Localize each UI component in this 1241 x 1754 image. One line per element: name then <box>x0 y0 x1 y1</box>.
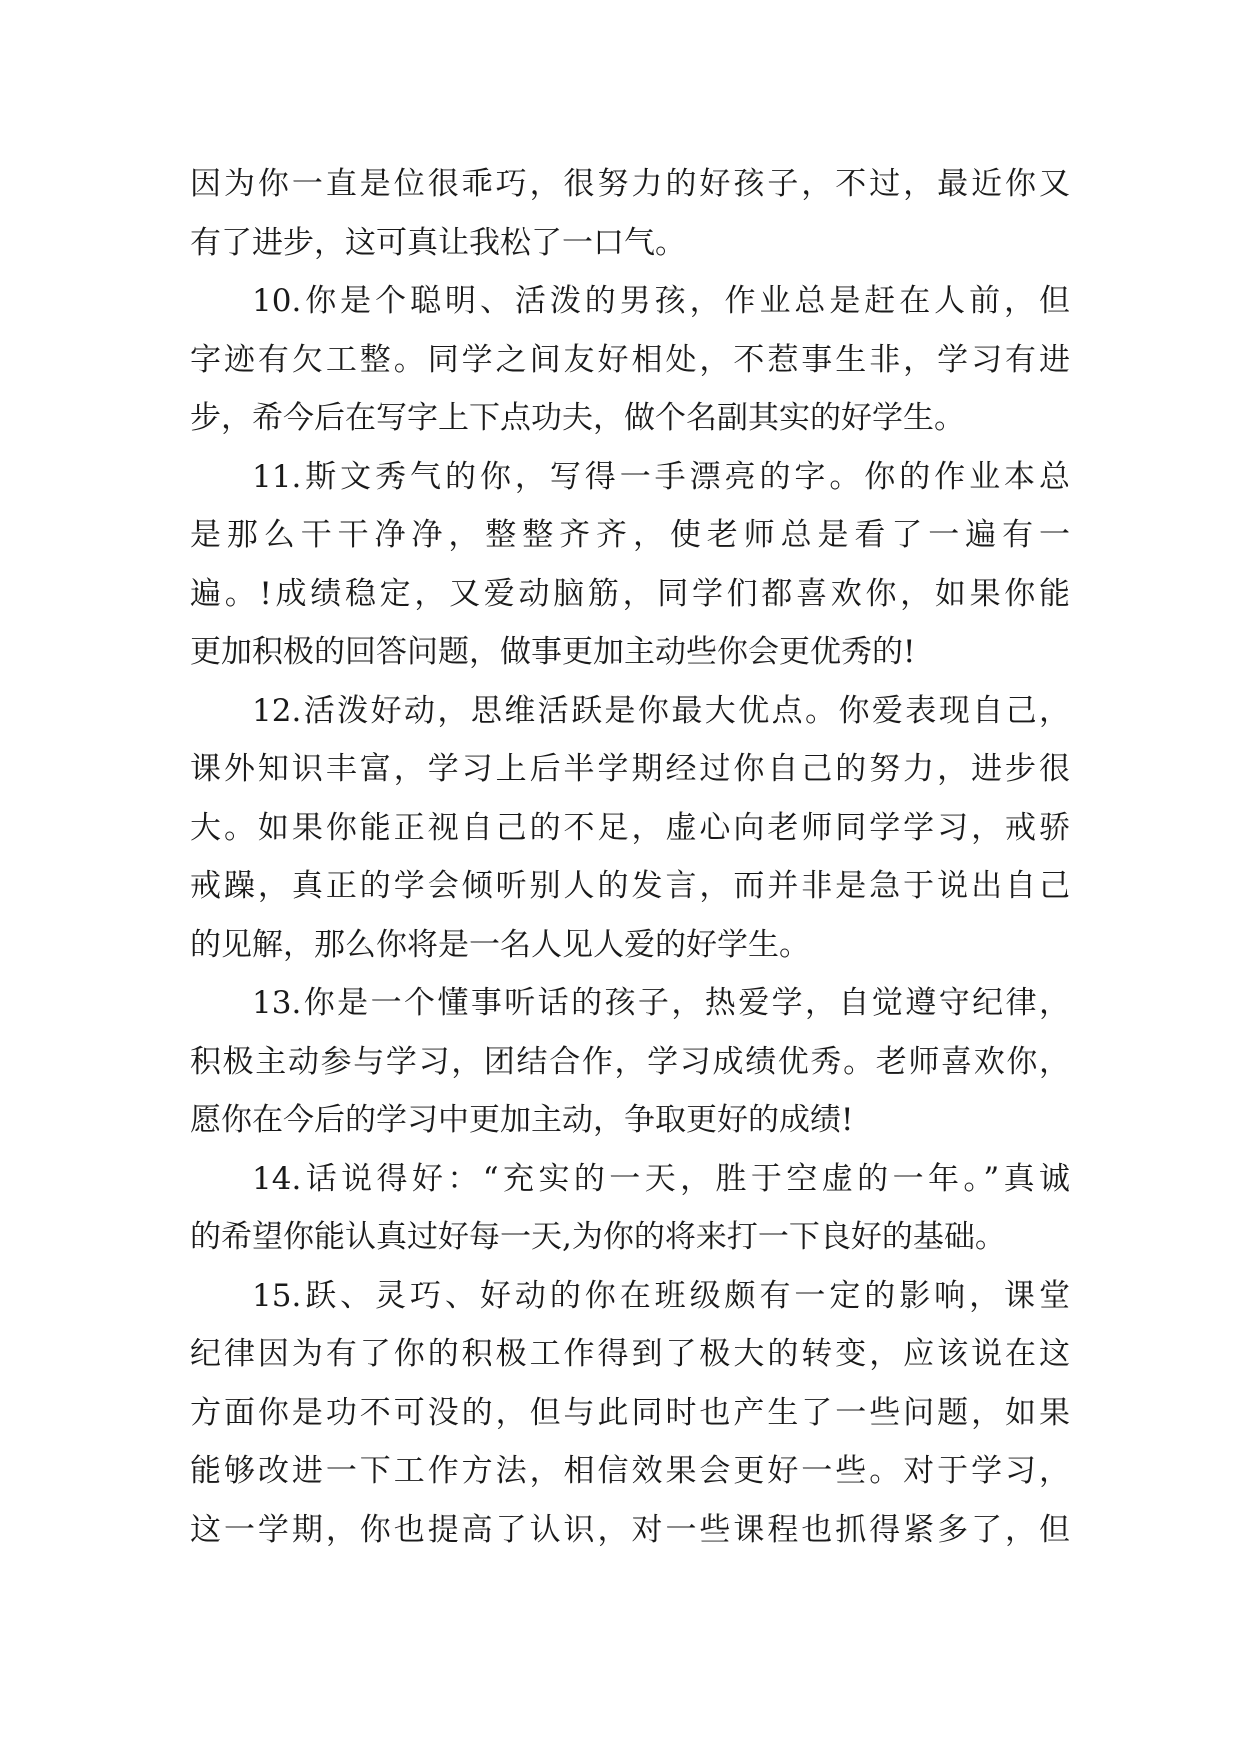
text-line: 愿你在今后的学习中更加主动，争取更好的成绩! <box>190 1102 854 1138</box>
text-line: 的见解，那么你将是一名人见人爱的好学生。 <box>190 926 810 963</box>
text-line: 11.斯文秀气的你，写得一手漂亮的字。你的作业本总 <box>252 458 1070 495</box>
text-line: 是那么干干净净，整整齐齐，使老师总是看了一遍有一 <box>190 517 1070 553</box>
text-line: 12.活泼好动，思维活跃是你最大优点。你爱表现自己， <box>252 692 1070 729</box>
text-line: 能够改进一下工作方法，相信效果会更好一些。对于学习， <box>190 1453 1070 1489</box>
text-line: 纪律因为有了你的积极工作得到了极大的转变，应该说在这 <box>190 1336 1070 1372</box>
text-line: 遍。!成绩稳定，又爱动脑筋，同学们都喜欢你，如果你能 <box>190 575 1070 612</box>
text-line: 有了进步，这可真让我松了一口气。 <box>190 224 686 261</box>
text-line: 这一学期，你也提高了认识，对一些课程也抓得紧多了，但 <box>190 1511 1070 1548</box>
text-line: 大。如果你能正视自己的不足，虚心向老师同学学习，戒骄 <box>190 809 1070 846</box>
text-line: 13.你是一个懂事听话的孩子，热爱学，自觉遵守纪律， <box>252 985 1070 1021</box>
text-line: 更加积极的回答问题，做事更加主动些你会更优秀的! <box>190 634 916 670</box>
text-line: 字迹有欠工整。同学之间友好相处，不惹事生非，学习有进 <box>190 341 1070 378</box>
text-line: 方面你是功不可没的，但与此同时也产生了一些问题，如果 <box>190 1394 1070 1431</box>
text-line: 10.你是个聪明、活泼的男孩，作业总是赶在人前，但 <box>252 283 1070 319</box>
document-body <box>190 155 1070 1559</box>
text-line: 积极主动参与学习，团结合作，学习成绩优秀。老师喜欢你， <box>190 1043 1070 1080</box>
text-line: 14.话说得好：“充实的一天，胜于空虚的一年。”真诚 <box>252 1160 1070 1197</box>
text-line: 戒躁，真正的学会倾听别人的发言，而并非是急于说出自己 <box>190 868 1070 904</box>
text-line: 步，希今后在写字上下点功夫，做个名副其实的好学生。 <box>190 400 965 436</box>
text-line: 因为你一直是位很乖巧，很努力的好孩子，不过，最近你又 <box>190 166 1070 202</box>
text-line: 课外知识丰富，学习上后半学期经过你自己的努力，进步很 <box>190 751 1070 787</box>
text-line: 15.跃、灵巧、好动的你在班级颇有一定的影响，课堂 <box>252 1277 1070 1314</box>
text-line: 的希望你能认真过好每一天,为你的将来打一下良好的基础。 <box>190 1219 1006 1255</box>
